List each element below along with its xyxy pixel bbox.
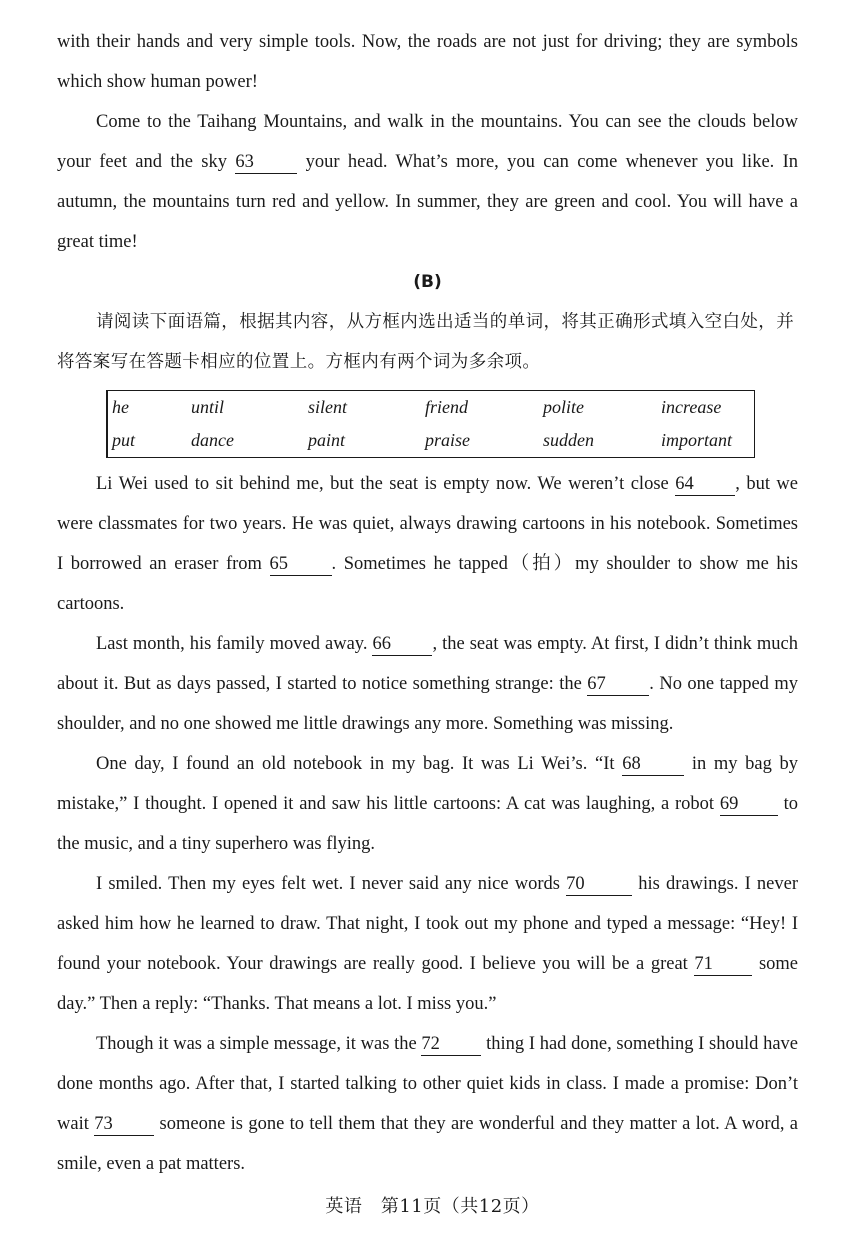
passage-b-text: One day, I found an old notebook in my bag. It was Li Wei’s. “It: [96, 754, 615, 774]
blank-66: 66: [372, 633, 432, 656]
passage-a-text: your head. What’s more, you can come whenever you like. In autumn, the mountains turn red and yellow. In summer, they are green and cool. You will have a great time!: [57, 152, 799, 252]
word-box-row-2: [112, 424, 750, 457]
word-option: he: [112, 397, 129, 417]
blank-71: 71: [694, 953, 752, 976]
passage-a-paragraph-1: with their hands and very simple tools. Now, the roads are not just for driving; they are symbols which show human power!: [57, 32, 798, 92]
passage-b-text: . No one tapped my shoulder, and no one showed me little drawings any more. Something was missing.: [57, 674, 799, 734]
passage-b-text: , the seat was empty. At first, I didn’t think much about it. But as days passed, I started to notice something strange: the: [57, 634, 798, 694]
blank-65: 65: [270, 553, 332, 576]
blank-64: 64: [675, 473, 735, 496]
page-footer: 英语 第11页（共12页）: [325, 1196, 540, 1217]
passage-b-text: . Sometimes he tapped（拍）my shoulder to show me his cartoons.: [57, 554, 798, 614]
word-option: sudden: [543, 430, 594, 450]
passage-b-text: Li Wei used to sit behind me, but the seat is empty now. We weren’t close: [96, 474, 669, 494]
passage-b-paragraph-2: [57, 624, 798, 744]
section-b-instruction: 请阅读下面语篇，根据其内容，从方框内选出适当的单词，将其正确形式填入空白处，并将答案写在答题卡相应的位置上。方框内有两个词为多余项。: [57, 312, 795, 372]
blank-72: 72: [421, 1033, 481, 1056]
blank-69: 69: [720, 793, 778, 816]
passage-b-text: his drawings. I never asked him how he learned to draw. That night, I took out my phone and typed a message: “Hey! I found your notebook. Your drawings are really good. I believe you will be a great: [57, 874, 798, 974]
passage-b-paragraph-5: [57, 1024, 798, 1184]
word-option: increase: [661, 397, 722, 417]
word-option: silent: [308, 397, 347, 417]
word-option: dance: [191, 430, 234, 450]
passage-b-paragraph-1: [57, 464, 798, 624]
word-option: important: [661, 430, 733, 450]
word-option: put: [112, 430, 136, 450]
blank-67: 67: [587, 673, 649, 696]
section-b-title: (B): [413, 272, 442, 292]
word-option: paint: [308, 430, 346, 450]
blank-68: 68: [622, 753, 684, 776]
word-option: praise: [425, 430, 470, 450]
passage-b-text: to the music, and a tiny superhero was flying.: [57, 794, 798, 854]
word-box: [106, 390, 755, 458]
passage-b-text: , but we were classmates for two years. He was quiet, always drawing cartoons in his notebook. Sometimes I borrowed an eraser from: [57, 474, 798, 574]
word-option: friend: [425, 397, 468, 417]
passage-b-text: Last month, his family moved away.: [96, 634, 368, 654]
passage-b-text: in my bag by mistake,” I thought. I opened it and saw his little cartoons: A cat was laughing, a robot: [57, 754, 798, 814]
blank-63: 63: [235, 151, 297, 174]
exam-page: [57, 22, 798, 1184]
passage-b-text: some day.” Then a reply: “Thanks. That means a lot. I miss you.”: [57, 954, 799, 1014]
passage-b-text: Though it was a simple message, it was the: [96, 1034, 417, 1054]
word-box-row-1: [112, 391, 750, 424]
passage-b-text: I smiled. Then my eyes felt wet. I never said any nice words: [96, 874, 560, 894]
passage-b-paragraph-4: [57, 864, 798, 1024]
blank-73: 73: [94, 1113, 154, 1136]
passage-b-text: someone is gone to tell them that they are wonderful and they matter a lot. A word, a smile, even a pat matters.: [57, 1114, 799, 1174]
passage-a-text: Come to the Taihang Mountains, and walk in the mountains. You can see the clouds below your feet and the sky: [57, 112, 798, 172]
word-option: polite: [543, 397, 584, 417]
word-option: until: [191, 397, 225, 417]
blank-70: 70: [566, 873, 632, 896]
passage-b-paragraph-3: [57, 744, 798, 864]
passage-b-text: thing I had done, something I should have done months ago. After that, I started talking to other quiet kids in class. I made a promise: Don’t wait: [57, 1034, 799, 1134]
passage-a-paragraph-2: [57, 102, 798, 262]
